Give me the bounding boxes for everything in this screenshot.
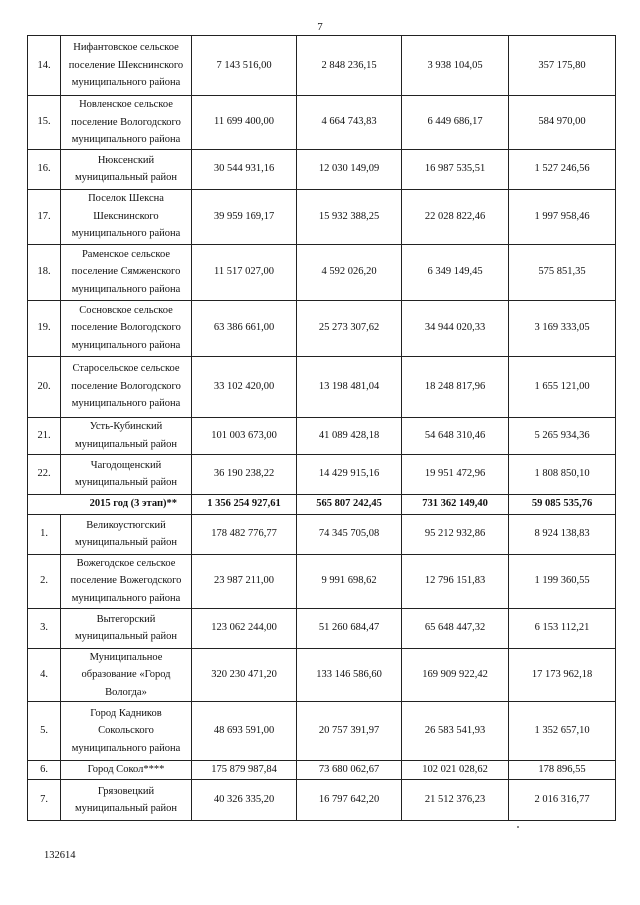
municipality-name: Нифантовское сельское поселение Шекснинского муниципального района — [61, 36, 192, 96]
amount-local: 575 851,35 — [509, 244, 616, 300]
amount-total: 11 517 027,00 — [192, 244, 297, 300]
amount-regional: 16 987 535,51 — [402, 149, 509, 189]
table-row — [28, 648, 616, 702]
amount-fund: 41 089 428,18 — [297, 417, 402, 454]
amount-local: 1 655 121,00 — [509, 356, 616, 417]
row-number: 14. — [28, 36, 61, 96]
amount-regional: 22 028 822,46 — [402, 189, 509, 244]
table-row — [28, 300, 616, 356]
municipality-name: Раменское сельское поселение Сямженского муниципального района — [61, 244, 192, 300]
amount-regional: 6 449 686,17 — [402, 96, 509, 150]
municipality-name: Усть-Кубинский муниципальный район — [61, 417, 192, 454]
amount-fund: 14 429 915,16 — [297, 454, 402, 494]
amount-fund: 74 345 705,08 — [297, 514, 402, 554]
amount-regional: 169 909 922,42 — [402, 648, 509, 702]
table-row — [28, 554, 616, 608]
amount-total: 320 230 471,20 — [192, 648, 297, 702]
row-number: 19. — [28, 300, 61, 356]
amount-total: 36 190 238,22 — [192, 454, 297, 494]
municipality-name: Сосновское сельское поселение Вологодского муниципального района — [61, 300, 192, 356]
amount-fund: 13 198 481,04 — [297, 356, 402, 417]
table-row — [28, 36, 616, 96]
amount-regional: 3 938 104,05 — [402, 36, 509, 96]
scan-speck — [517, 826, 519, 828]
row-number: 6. — [28, 761, 61, 780]
row-number: 18. — [28, 244, 61, 300]
total-row — [28, 494, 616, 514]
row-number: 22. — [28, 454, 61, 494]
table-row — [28, 356, 616, 417]
amount-local: 1 527 246,56 — [509, 149, 616, 189]
table-row — [28, 149, 616, 189]
amount-local: 1 199 360,55 — [509, 554, 616, 608]
amount-total: 33 102 420,00 — [192, 356, 297, 417]
row-number: 5. — [28, 702, 61, 761]
amount-total: 175 879 987,84 — [192, 761, 297, 780]
amount-local: 1 808 850,10 — [509, 454, 616, 494]
amount-total: 178 482 776,77 — [192, 514, 297, 554]
municipality-name: Город Кадников Сокольского муниципального района — [61, 702, 192, 761]
amount-total: 101 003 673,00 — [192, 417, 297, 454]
row-number: 1. — [28, 514, 61, 554]
amount-total: 123 062 244,00 — [192, 608, 297, 648]
municipality-name: Старосельское сельское поселение Вологодского муниципального района — [61, 356, 192, 417]
table-row — [28, 608, 616, 648]
table-row — [28, 454, 616, 494]
document-code: 132614 — [44, 850, 76, 861]
total-amount: 1 356 254 927,61 — [192, 494, 297, 514]
amount-local: 5 265 934,36 — [509, 417, 616, 454]
amount-local: 17 173 962,18 — [509, 648, 616, 702]
row-number: 4. — [28, 648, 61, 702]
amount-fund: 12 030 149,09 — [297, 149, 402, 189]
page-number: 7 — [317, 21, 323, 33]
amount-local: 357 175,80 — [509, 36, 616, 96]
amount-total: 40 326 335,20 — [192, 780, 297, 821]
amount-regional: 34 944 020,33 — [402, 300, 509, 356]
row-number: 3. — [28, 608, 61, 648]
amount-fund: 133 146 586,60 — [297, 648, 402, 702]
total-regional: 731 362 149,40 — [402, 494, 509, 514]
amount-total: 23 987 211,00 — [192, 554, 297, 608]
amount-regional: 54 648 310,46 — [402, 417, 509, 454]
table-row — [28, 96, 616, 150]
municipality-name: Вытегорский муниципальный район — [61, 608, 192, 648]
amount-fund: 25 273 307,62 — [297, 300, 402, 356]
amount-regional: 95 212 932,86 — [402, 514, 509, 554]
table-row — [28, 244, 616, 300]
amount-total: 63 386 661,00 — [192, 300, 297, 356]
row-number: 7. — [28, 780, 61, 821]
amount-fund: 20 757 391,97 — [297, 702, 402, 761]
municipality-name: Нюксенский муниципальный район — [61, 149, 192, 189]
total-local: 59 085 535,76 — [509, 494, 616, 514]
table-row — [28, 514, 616, 554]
amount-fund: 4 664 743,83 — [297, 96, 402, 150]
table-row — [28, 702, 616, 761]
amount-regional: 6 349 149,45 — [402, 244, 509, 300]
municipality-name: Великоустюгский муниципальный район — [61, 514, 192, 554]
municipality-name: Город Сокол**** — [61, 761, 192, 780]
row-number: 20. — [28, 356, 61, 417]
amount-regional: 18 248 817,96 — [402, 356, 509, 417]
amount-fund: 4 592 026,20 — [297, 244, 402, 300]
amount-local: 2 016 316,77 — [509, 780, 616, 821]
table-row — [28, 761, 616, 780]
amount-local: 178 896,55 — [509, 761, 616, 780]
amount-local: 584 970,00 — [509, 96, 616, 150]
amount-local: 1 352 657,10 — [509, 702, 616, 761]
row-number: 21. — [28, 417, 61, 454]
municipality-name: Чагодощенский муниципальный район — [61, 454, 192, 494]
table-row — [28, 780, 616, 821]
total-label: 2015 год (3 этап)** — [28, 494, 192, 514]
amount-local: 3 169 333,05 — [509, 300, 616, 356]
row-number: 2. — [28, 554, 61, 608]
amount-regional: 12 796 151,83 — [402, 554, 509, 608]
table-row — [28, 417, 616, 454]
amount-total: 48 693 591,00 — [192, 702, 297, 761]
amount-total: 7 143 516,00 — [192, 36, 297, 96]
amount-regional: 21 512 376,23 — [402, 780, 509, 821]
row-number: 15. — [28, 96, 61, 150]
row-number: 16. — [28, 149, 61, 189]
amount-local: 6 153 112,21 — [509, 608, 616, 648]
municipality-name: Грязовецкий муниципальный район — [61, 780, 192, 821]
amount-total: 30 544 931,16 — [192, 149, 297, 189]
funding-table — [27, 35, 616, 821]
amount-fund: 73 680 062,67 — [297, 761, 402, 780]
amount-local: 8 924 138,83 — [509, 514, 616, 554]
amount-regional: 102 021 028,62 — [402, 761, 509, 780]
amount-fund: 51 260 684,47 — [297, 608, 402, 648]
amount-fund: 9 991 698,62 — [297, 554, 402, 608]
amount-regional: 65 648 447,32 — [402, 608, 509, 648]
table-row — [28, 189, 616, 244]
amount-fund: 2 848 236,15 — [297, 36, 402, 96]
total-fund: 565 807 242,45 — [297, 494, 402, 514]
municipality-name: Новленское сельское поселение Вологодского муниципального района — [61, 96, 192, 150]
municipality-name: Вожегодское сельское поселение Вожегодского муниципального района — [61, 554, 192, 608]
row-number: 17. — [28, 189, 61, 244]
amount-local: 1 997 958,46 — [509, 189, 616, 244]
amount-regional: 19 951 472,96 — [402, 454, 509, 494]
amount-fund: 16 797 642,20 — [297, 780, 402, 821]
amount-fund: 15 932 388,25 — [297, 189, 402, 244]
municipality-name: Муниципальное образование «Город Вологда» — [61, 648, 192, 702]
municipality-name: Поселок Шексна Шекснинского муниципального района — [61, 189, 192, 244]
amount-total: 11 699 400,00 — [192, 96, 297, 150]
amount-total: 39 959 169,17 — [192, 189, 297, 244]
amount-regional: 26 583 541,93 — [402, 702, 509, 761]
